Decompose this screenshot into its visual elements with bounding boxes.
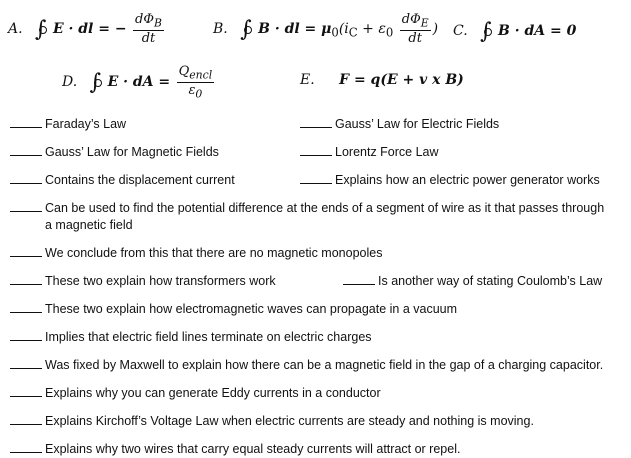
question-6 (300, 171, 600, 189)
equation-b-label: B. (213, 20, 228, 37)
equation-b-i-sub: C (348, 25, 358, 40)
equation-d-lhs: E · dA = (107, 74, 171, 91)
question-text: Explains why you can generate Eddy currents in a conductor (45, 386, 381, 400)
question-14 (10, 384, 381, 402)
equation-b-mu-sub: 0 (331, 25, 339, 40)
answer-blank[interactable] (10, 384, 42, 397)
answer-blank[interactable] (10, 300, 42, 313)
answer-blank[interactable] (10, 356, 42, 369)
contour-integral-icon: ∫ (480, 19, 492, 44)
answer-blank[interactable] (300, 171, 332, 184)
question-text: We conclude from this that there are no magnetic monopoles (45, 246, 383, 260)
question-text: Explains why two wires that carry equal steady currents will attract or repel. (45, 442, 461, 456)
question-13 (10, 356, 603, 374)
answer-blank[interactable] (10, 199, 42, 212)
question-10 (343, 272, 602, 290)
equation-d-num: Q (178, 64, 190, 79)
question-8 (10, 244, 382, 262)
answer-blank[interactable] (10, 440, 42, 453)
question-text: Can be used to find the potential difference at the ends of a segment of wire as it that passes through (45, 201, 605, 215)
contour-integral-icon: ∫ (89, 70, 102, 96)
equation-d-num-sub: encl (189, 68, 213, 82)
answer-blank[interactable] (300, 115, 332, 128)
question-text: Lorentz Force Law (335, 145, 439, 159)
answer-blank[interactable] (10, 171, 42, 184)
answer-blank[interactable] (10, 272, 42, 285)
equation-a-label: A. (8, 20, 23, 37)
answer-blank[interactable] (10, 244, 42, 257)
answer-blank[interactable] (10, 143, 42, 156)
equation-b-num: dΦ (401, 12, 421, 27)
equation-b-close: ) (432, 20, 439, 37)
equation-c (453, 16, 577, 44)
equation-d (62, 64, 216, 100)
equation-b-eps-sub: 0 (385, 25, 394, 40)
question-text: Gauss’ Law for Magnetic Fields (45, 145, 219, 159)
equation-d-den: ε (188, 82, 196, 98)
question-text: Faraday’s Law (45, 117, 127, 131)
answer-blank[interactable] (10, 412, 42, 425)
equation-a-den: dt (141, 30, 156, 46)
question-9 (10, 272, 276, 290)
equation-b-lhs: B · dl = μ (258, 20, 332, 37)
equation-e-label: E. (300, 72, 315, 88)
question-text: Contains the displacement current (45, 173, 235, 187)
question-text: These two explain how transformers work (45, 274, 276, 288)
equation-b-plus: + ε (357, 20, 386, 37)
question-text: Explains Kirchoff’s Voltage Law when electric currents are steady and nothing is moving. (45, 414, 534, 428)
equation-d-fraction (177, 64, 215, 100)
question-1 (10, 115, 126, 133)
equation-a-num: dΦ (135, 12, 154, 27)
question-7 (10, 199, 625, 234)
question-text: Explains how an electric power generator works (335, 173, 600, 187)
equation-c-lhs: B · dA = 0 (498, 23, 577, 39)
answer-blank[interactable] (10, 115, 42, 128)
question-text: Implies that electric field lines terminate on electric charges (45, 330, 372, 344)
contour-integral-icon: ∫ (240, 16, 252, 42)
question-text: Was fixed by Maxwell to explain how there can be a magnetic field in the gap of a charging capacitor. (45, 358, 604, 372)
equation-a-lhs: E · dl = − (52, 20, 127, 37)
answer-blank[interactable] (10, 328, 42, 341)
question-4 (300, 143, 439, 161)
question-3 (10, 143, 219, 161)
equation-d-den-sub: 0 (195, 87, 203, 101)
equation-a-num-sub: B (153, 16, 162, 30)
question-16 (10, 440, 460, 458)
question-text: These two explain how electromagnetic waves can propagate in a vacuum (45, 302, 458, 316)
question-text: Gauss’ Law for Electric Fields (335, 117, 500, 131)
contour-integral-icon: ∫ (35, 16, 47, 42)
question-text-continued: a magnetic field (45, 218, 133, 232)
equation-b (213, 12, 438, 46)
equation-d-label: D. (62, 74, 78, 91)
equation-a-fraction (133, 12, 164, 46)
equation-e-text: F = q(E + v x B) (339, 72, 464, 88)
equation-b-num-sub: E (420, 16, 429, 30)
question-15 (10, 412, 534, 430)
equation-a (8, 12, 166, 46)
question-12 (10, 328, 372, 346)
equation-b-den: dt (408, 30, 422, 46)
equation-b-fraction (400, 12, 431, 46)
answer-blank[interactable] (343, 272, 375, 285)
equation-b-mid: (i (338, 20, 349, 37)
equation-c-label: C. (453, 23, 468, 39)
equation-e (300, 72, 464, 88)
question-2 (300, 115, 499, 133)
answer-blank[interactable] (300, 143, 332, 156)
question-5 (10, 171, 235, 189)
question-11 (10, 300, 457, 318)
question-text: Is another way of stating Coulomb’s Law (378, 274, 603, 288)
